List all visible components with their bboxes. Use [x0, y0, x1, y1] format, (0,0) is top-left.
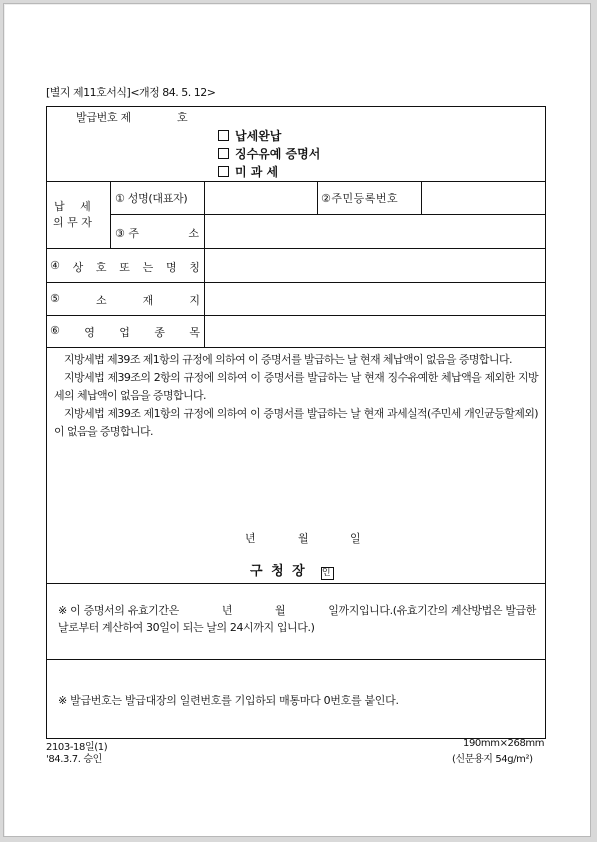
- form-caption: [별지 제11호서식]<개정 84. 5. 12>: [46, 86, 216, 99]
- validity-note: [58, 602, 536, 636]
- label-char: 는: [142, 261, 154, 274]
- date-month: 월: [298, 532, 309, 545]
- issue-number-label: 발급번호 제: [76, 111, 131, 124]
- statement-1: 지방세법 제39조 제1항의 규정에 의하여 이 증명서를 발급하는 날 현재 체납액이 없음을 증명합니다.: [64, 353, 512, 366]
- label-char: 호: [95, 261, 107, 274]
- circled-number: ④: [50, 259, 60, 272]
- checkbox[interactable]: [218, 148, 229, 159]
- rule-statement: [46, 583, 546, 584]
- label-char: 소: [188, 227, 199, 240]
- rule-header: [46, 181, 546, 182]
- business-label: [50, 324, 200, 340]
- seal-mark: 인: [321, 568, 333, 578]
- col-resident-label: [421, 181, 422, 214]
- issue-note: ※ 발급번호는 발급대장의 일련번호를 기입하되 매통마다 0번호를 붙인다.: [58, 694, 399, 707]
- statement-3: 지방세법 제39조 제1항의 규정에 의하여 이 증명서를 발급하는 날 현재 과세실적(주민세 개인균등할제외)이 없음을 증명합니다.: [54, 407, 538, 438]
- label-char: 영: [84, 326, 95, 339]
- statement-2: 지방세법 제39조의 2항의 규정에 의하여 이 증명서를 발급하는 날 현재 징수유예한 체납액을 제외한 지방세의 체납액이 없음을 증명합니다.: [54, 371, 538, 402]
- footer-form-code: 2103-18일(1): [46, 742, 108, 753]
- label-char: 업: [119, 326, 130, 339]
- label-char: 종: [154, 326, 165, 339]
- name-field[interactable]: [206, 183, 315, 212]
- footer-paper-size: 190mm×268mm: [463, 738, 545, 749]
- circled-number: ③: [115, 227, 125, 240]
- option-label: 납세완납: [235, 129, 282, 143]
- col-label: [204, 181, 205, 347]
- footer-approval: '84.3.7. 승인: [46, 754, 102, 765]
- label-char: 또: [119, 261, 130, 274]
- resident-no-field[interactable]: [423, 183, 544, 212]
- label-char: 목: [189, 326, 200, 339]
- issuer-title: 구 청 장: [250, 564, 307, 579]
- rule-business: [46, 347, 546, 348]
- trade-name-label: [50, 259, 200, 275]
- option-not-taxed[interactable]: [218, 163, 278, 180]
- footer-paper-type: (신문용지 54g/m²): [452, 754, 533, 765]
- issuer-line: [250, 560, 334, 580]
- taxpayer-label-2: 의 무 자: [53, 216, 92, 229]
- option-label: 미 과 세: [235, 165, 279, 179]
- label-char: 상: [72, 261, 84, 274]
- location-field[interactable]: [206, 284, 544, 313]
- trade-name-field[interactable]: [206, 250, 544, 280]
- circled-number: ⑥: [50, 324, 60, 337]
- col-taxpayer: [110, 181, 111, 248]
- rule-trade: [46, 282, 546, 283]
- label-char: 칭: [189, 261, 200, 274]
- address-label: [115, 225, 199, 241]
- option-tax-paid[interactable]: [218, 127, 281, 144]
- checkbox[interactable]: [218, 166, 229, 177]
- rule-address: [46, 248, 546, 249]
- validity-text: ※ 이 증명서의 유효기간은 년 월 일까지입니다.(유효기간의 계산방법은 발급한 날로부터 계산하여 30일이 되는 날의 24시까지 입니다.): [58, 604, 536, 634]
- name-label: ① 성명(대표자): [115, 192, 188, 205]
- statements-block: [54, 351, 538, 441]
- circled-number: ⑤: [50, 292, 60, 305]
- option-deferral[interactable]: [218, 145, 320, 162]
- option-label: 징수유예 증명서: [235, 147, 321, 161]
- label-char: 주: [128, 227, 140, 240]
- taxpayer-label-1: 납 세: [54, 200, 97, 213]
- address-field[interactable]: [206, 216, 544, 246]
- rule-name: [110, 214, 546, 215]
- location-label: [50, 292, 200, 308]
- label-char: 재: [142, 294, 154, 307]
- label-char: 지: [189, 294, 200, 307]
- checkbox[interactable]: [218, 130, 229, 141]
- resident-no-label: ②주민등록번호: [321, 192, 399, 205]
- issue-number-suffix: 호: [177, 111, 188, 124]
- business-field[interactable]: [206, 317, 544, 345]
- rule-validity: [46, 659, 546, 660]
- label-char: 명: [165, 261, 177, 274]
- date-day: 일: [350, 532, 361, 545]
- date-year: 년: [245, 532, 256, 545]
- label-char: 소: [95, 294, 107, 307]
- rule-location: [46, 315, 546, 316]
- col-name-value: [317, 181, 318, 214]
